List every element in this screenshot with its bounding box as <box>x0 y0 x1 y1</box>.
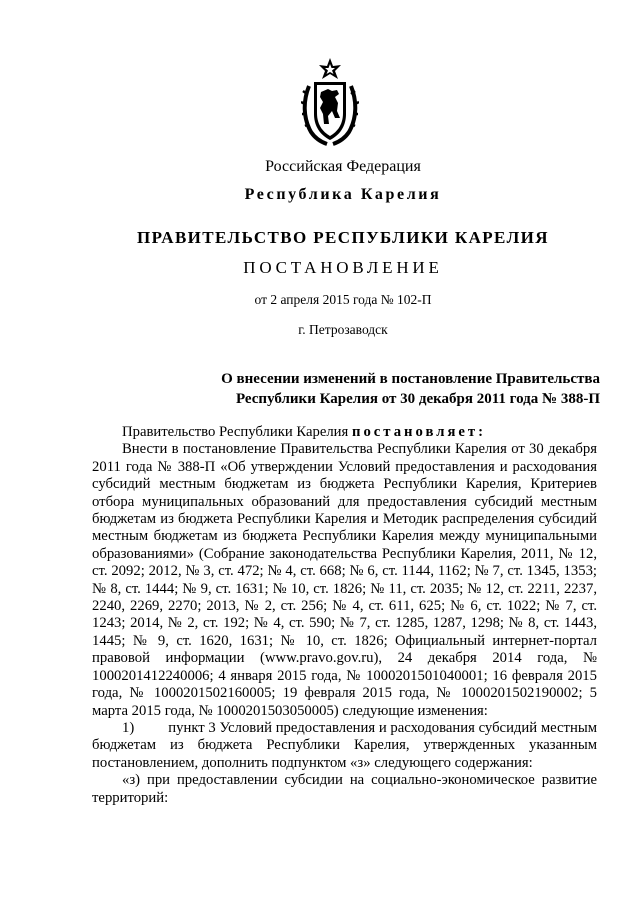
document-type-heading: ПОСТАНОВЛЕНИЕ <box>243 258 443 277</box>
preamble-text: Правительство Республики Карелия <box>122 424 352 440</box>
item-1-number: 1) <box>122 719 135 736</box>
document-city: г. Петрозаводск <box>298 322 388 337</box>
subject-line-1: О внесении изменений в постановление Правительства <box>221 371 600 387</box>
government-heading: ПРАВИТЕЛЬСТВО РЕСПУБЛИКИ КАРЕЛИЯ <box>137 228 549 247</box>
document-date-number: от 2 апреля 2015 года № 102-П <box>254 292 432 307</box>
preamble-paragraph <box>92 424 597 441</box>
country-heading: Российская Федерация <box>265 158 421 175</box>
republic-heading: Республика Карелия <box>244 186 442 203</box>
item-1-text: пункт 3 Условий предоставления и расходования субсидий местным бюджетам из бюджета Республики Карелия, утвержденных указанным постановлением, дополнить подпунктом «з» следующего содержания: <box>92 719 597 771</box>
coat-of-arms-emblem <box>301 56 359 146</box>
preamble-decree-word: постановляет: <box>351 424 487 440</box>
subject-line-2: Республики Карелия от 30 декабря 2011 года № 388-П <box>235 391 600 407</box>
item-1-quote-paragraph: «з) при предоставлении субсидии на социально-экономическое развитие территорий: <box>92 772 597 806</box>
document-subject <box>150 369 600 409</box>
document-body <box>92 424 597 807</box>
main-paragraph: Внести в постановление Правительства Республики Карелия от 30 декабря 2011 года № 388-П «Об утверждении Условий предоставления и расходования субсидий местным бюджетам из бюджета Республики Карелия, Критериев отбора муниципальных образований для предоставления субсидий местным бюджетам из бюджета Республики Карелия и Методик распределения субсидий местным бюджетам из бюджета Республики Карелия между муниципальными образованиями» (Собрание законодательства Республики Карелия, 2011, № 12, ст. 2092; 2012, № 3, ст. 472; № 4, ст. 668; № 6, ст. 1144, 1162; № 7, ст. 1345, 1353; № 8, ст. 1444; № 9, ст. 1631; № 10, ст. 1826; № 11, ст. 2035; № 12, ст. 2211, 2237, 2240, 2269, 2270; 2013, № 2, ст. 256; № 4, ст. 611, 625; № 6, ст. 1022; № 7, ст. 1243; 2014, № 2, ст. 192; № 4, ст. 590; № 7, ст. 1285, 1287, 1298; № 8, ст. 1443, 1445; № 9, ст. 1620, 1631; № 10, ст. 1826; Официальный интернет-портал правовой информации (www.pravo.gov.ru), 24 декабря 2014 года, № 1000201412240006; 4 января 2015 года, № 1000201501040001; 16 февраля 2015 года, № 1000201502160005; 19 февраля 2015 года, № 1000201502190002; 5 марта 2015 года, № 1000201503050005) следующие изменения: <box>92 441 597 719</box>
item-1-paragraph <box>92 720 597 772</box>
